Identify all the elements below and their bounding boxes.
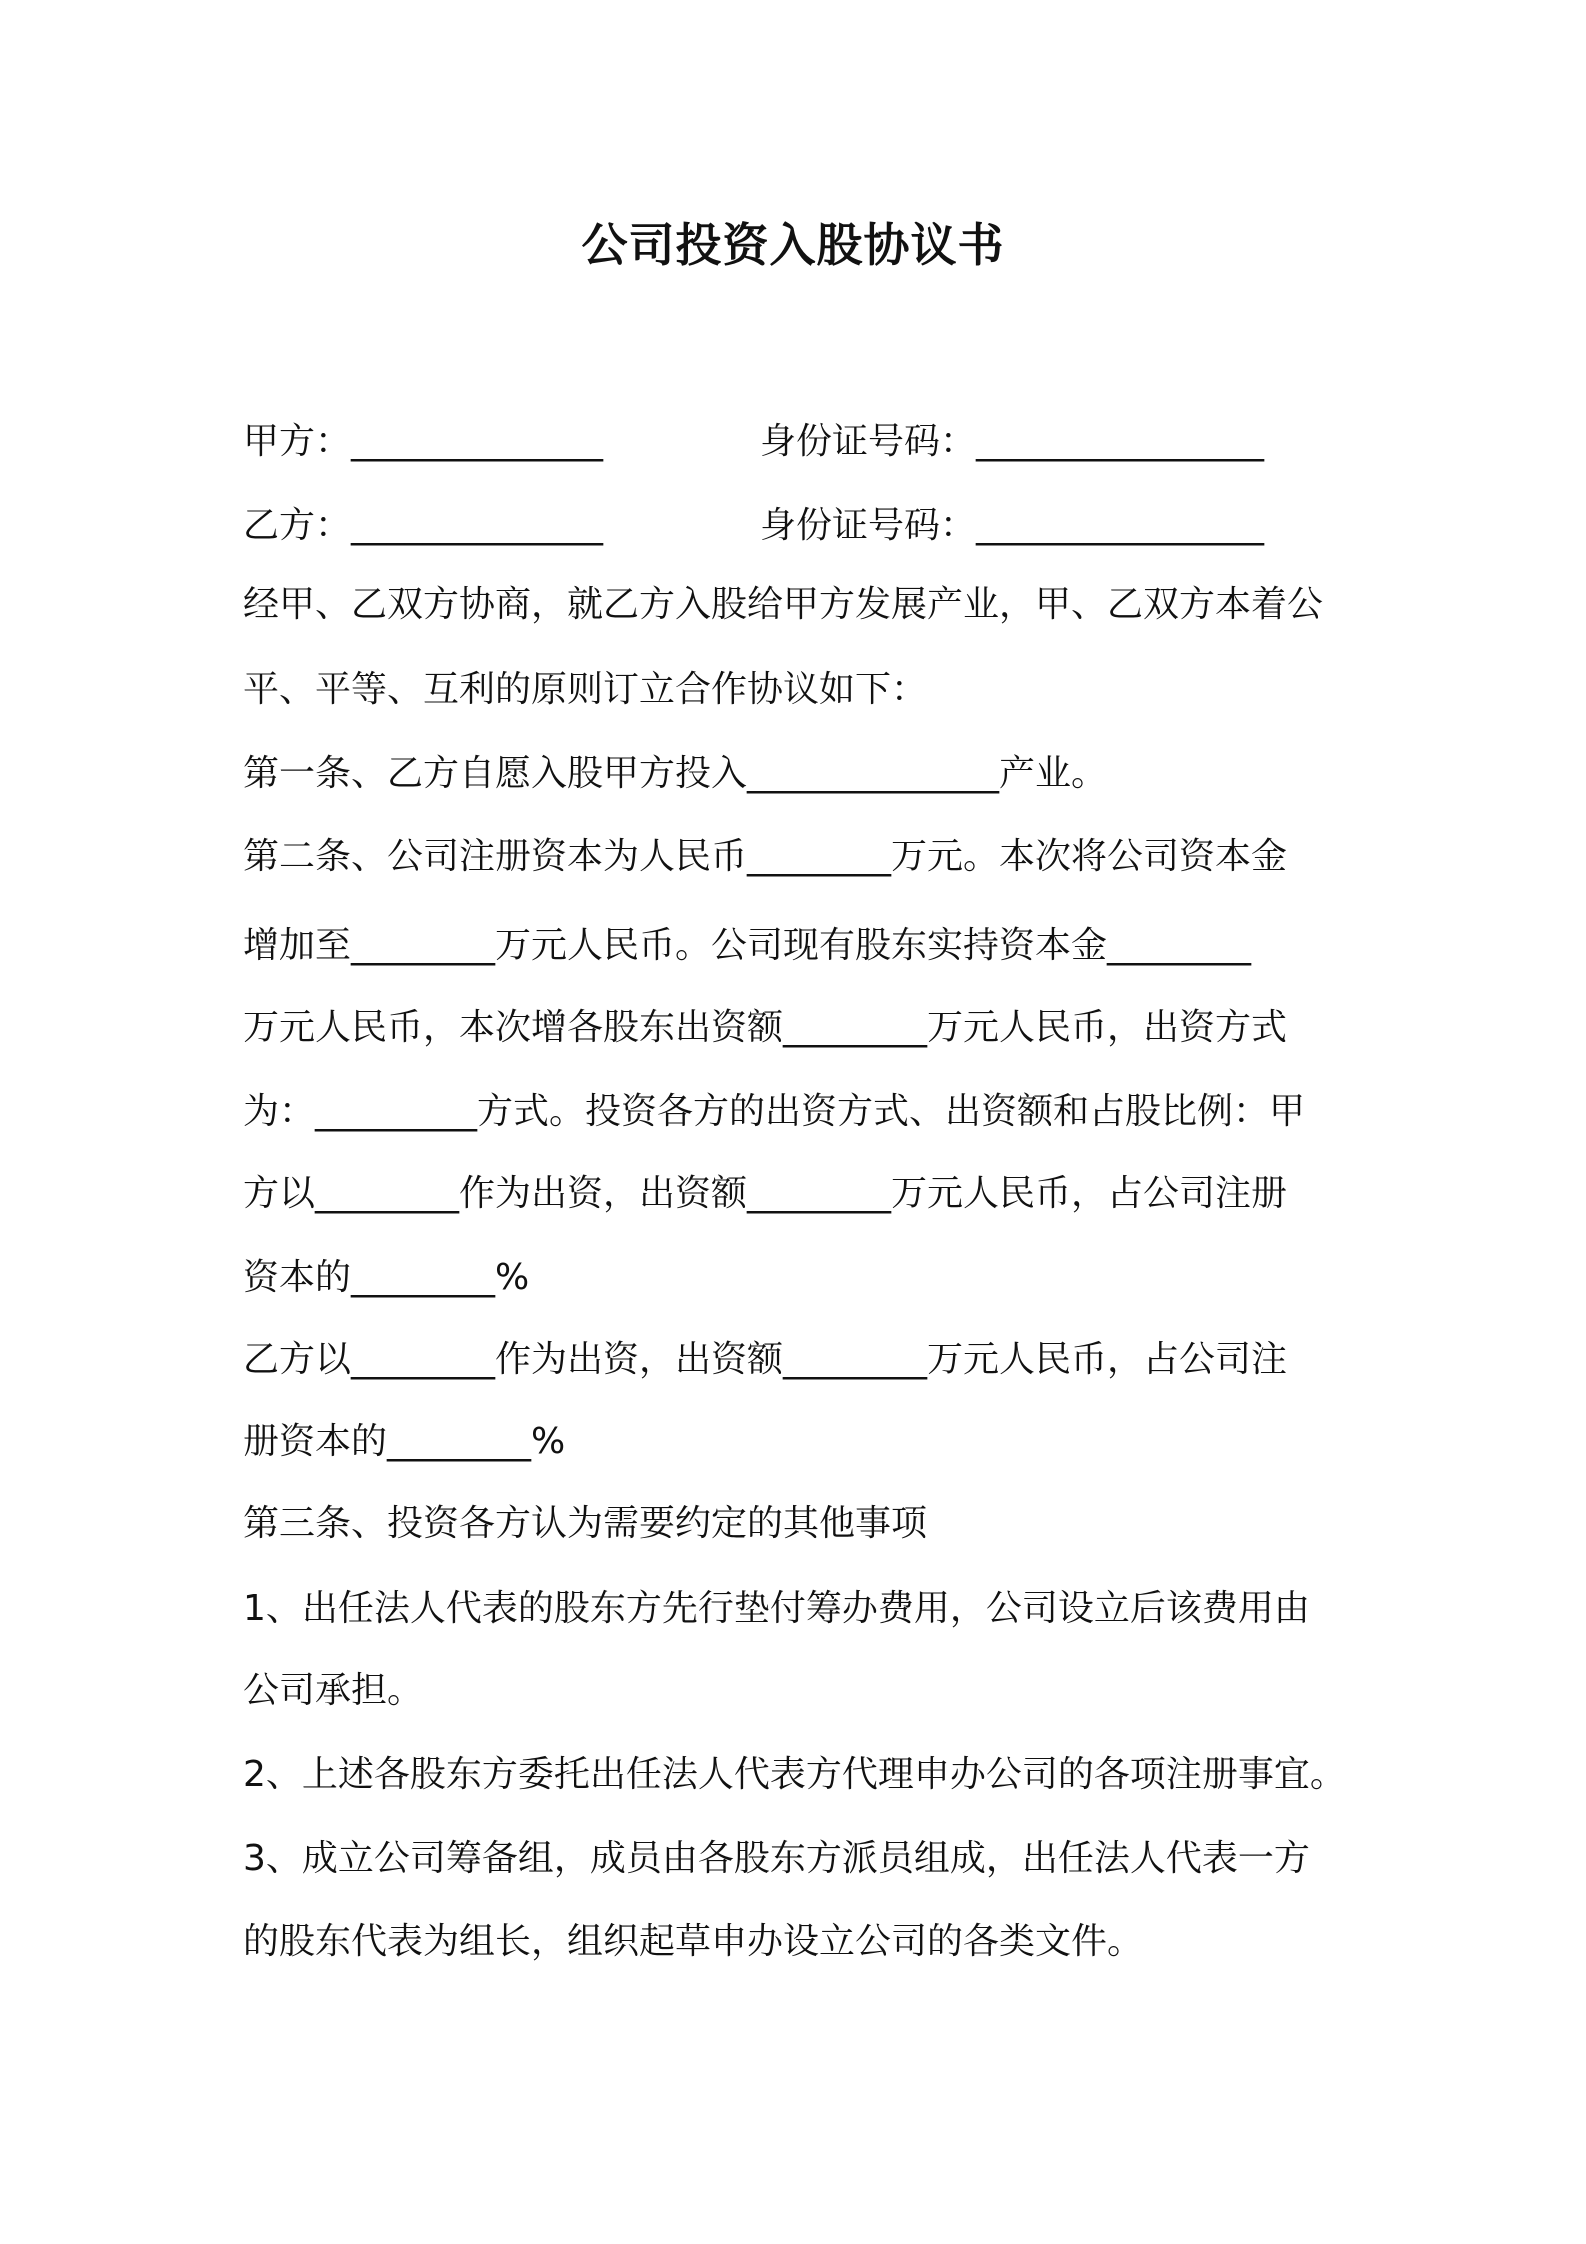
body-line: 万元人民币，本次增各股东出资额________万元人民币，出资方式 xyxy=(243,1007,1288,1048)
body-line: 第一条、乙方自愿入股甲方投入______________产业。 xyxy=(243,753,1108,794)
body-line: 经甲、乙双方协商，就乙方入股给甲方发展产业，甲、乙双方本着公 xyxy=(243,584,1324,625)
party-a-id-field: 身份证号码：________________ xyxy=(760,421,1265,462)
body-line: 为：_________方式。投资各方的出资方式、出资额和占股比例：甲 xyxy=(243,1091,1306,1132)
body-line: 方以________作为出资，出资额________万元人民币，占公司注册 xyxy=(243,1173,1288,1214)
party-b-id-field: 身份证号码：________________ xyxy=(760,505,1265,546)
body-line: 资本的________% xyxy=(243,1257,530,1298)
body-line: 第二条、公司注册资本为人民币________万元。本次将公司资本金 xyxy=(243,836,1288,877)
party-b-field: 乙方：______________ xyxy=(243,505,604,546)
body-line: 册资本的________% xyxy=(243,1421,566,1462)
body-line: 2、上述各股东方委托出任法人代表方代理申办公司的各项注册事宜。 xyxy=(243,1754,1346,1795)
body-line: 增加至________万元人民币。公司现有股东实持资本金________ xyxy=(243,925,1252,966)
body-line: 乙方以________作为出资，出资额________万元人民币，占公司注 xyxy=(243,1339,1288,1380)
body-line: 3、成立公司筹备组，成员由各股东方派员组成，出任法人代表一方 xyxy=(243,1838,1310,1879)
document-title: 公司投资入股协议书 xyxy=(581,218,1005,272)
body-line: 平、平等、互利的原则订立合作协议如下： xyxy=(243,669,928,710)
body-line: 公司承担。 xyxy=(243,1670,424,1711)
party-a-field: 甲方：______________ xyxy=(243,421,604,462)
body-line: 1、出任法人代表的股东方先行垫付筹办费用，公司设立后该费用由 xyxy=(243,1588,1310,1629)
body-line: 第三条、投资各方认为需要约定的其他事项 xyxy=(243,1503,928,1544)
body-line: 的股东代表为组长，组织起草申办设立公司的各类文件。 xyxy=(243,1921,1144,1962)
